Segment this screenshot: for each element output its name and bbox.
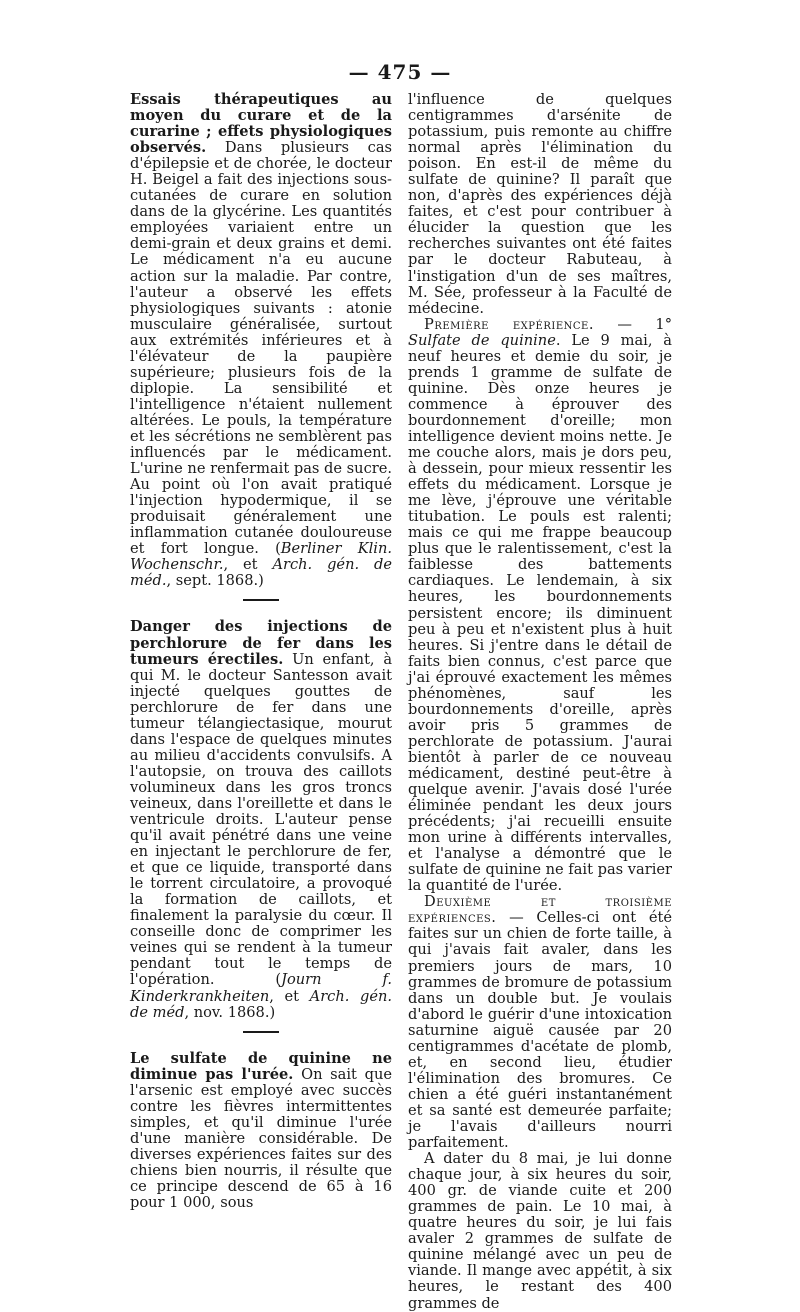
article-body-quinine: On sait que l'arsenic est employé avec succès contre les fièvres intermittentes simples, et qu'il diminue l'urée d'une manière considérable. De diverses expériences faites sur des chiens bien nourris, il résulte que ce principe descend de 65 à 16 pour 1 000, sous [130,1065,392,1212]
reference-date: , sept. 1868.) [166,572,264,590]
reference-separator: , et [269,987,310,1005]
section-divider [243,599,279,601]
reference-separator: , et [223,556,273,574]
article-body-perchlorure: Un enfant, à qui M. le docteur Santesson avait injecté quelques gouttes de perchlorure de fer dans une tumeur télangiectasique, mourut dans l'espace de quelques minutes au milieu d'accidents convulsifs. A l'autopsie, on trouva des caillots volumineux dans les gros troncs veineux, dans l'oreillette et dans le ventricule droits. L'auteur pense qu'il avait pénétré dans une veine en injectant le perchlorure de fer, et que ce liquide, transporté dans le torrent circulatoire, a provoqué la formation de caillots, et finalement la paralysie du cœur. Il conseille donc de comprimer les veines qui se rendent à la tumeur pendant tout le temps de l'opération. [130,650,393,989]
article-curare [130,92,392,589]
experiment-subject: Sulfate de quinine [408,331,556,349]
experiment-label: Première expérience. [424,315,594,333]
article-title-curare: Essais thérapeutiques au moyen du curare et de la curarine ; effets physiologiques observés. [130,91,392,157]
experiment-text: — Celles-ci ont été faites sur un chien de forte taille, à qui j'avais fait avaler, dans les premiers jours de mars, 10 grammes de bromure de potassium dans un double but. Je voulais d'abord le guérir d'une intoxication saturnine aiguë causée par 20 centigrammes d'acétate de plomb, et, en second lieu, étudier l'élimination des bromures. Ce chien a été guéri instantanément et sa santé est demeurée parfaite; je l'avais d'ailleurs nourri parfaitement. [408,909,672,1152]
paragraph-diet: A dater du 8 mai, je lui donne chaque jour, à six heures du soir, 400 gr. de viande cuite et 200 grammes de pain. Le 10 mai, à quatre heures du soir, je lui fais avaler 2 grammes de sulfate de quinine mélangé avec un peu de viande. Il mange avec appétit, à six heures, le restant des 400 grammes de [408,1150,672,1312]
paragraph-continuation: l'influence de quelques centigrammes d'arsénite de potassium, puis remonte au chiffre normal après l'élimination du poison. En est-il de même du sulfate de quinine? Il paraît que non, d'après des expériences déjà faites, et c'est pour contribuer à élucider la question que les recherches suivantes ont été faites par le docteur Rabuteau, à l'instigation d'un de ses maîtres, M. Sée, professeur à la Faculté de médecine. [408,91,672,317]
article-title-perchlorure: Danger des injections de perchlorure de fer dans les tumeurs érectiles. [130,618,392,668]
right-column [408,92,672,1312]
article-body-curare: Dans plusieurs cas d'épilepsie et de chorée, le docteur H. Beigel a fait des injections sous-cutanées de curare en solution dans de la glycérine. Les quantités employées variaient entre un demi-grain et deux grains et demi. Le médicament n'a eu aucune action sur la maladie. Par contre, l'auteur a observé les effets physiologiques suivants : atonie musculaire généralisée, surtout aux extrémités inférieures et à l'élévateur de la paupière supérieure; plusieurs fois de la diplopie. La sensibilité et l'intelligence n'étaient nullement altérées. Le pouls, la température et les sécrétions ne semblèrent pas influencés par le médicament. L'urine ne renfermait pas de sucre. Au point où l'on avait pratiqué l'injection hypodermique, il se produisait généralement une inflammation cutanée douloureuse et fort longue. [130,139,393,558]
article-quinine [130,1051,392,1211]
page-number: — 475 — [348,60,452,84]
reference-journal: Arch. gén. de méd [130,987,393,1021]
article-title-quinine: Le sulfate de quinine ne diminue pas l'urée. [130,1049,392,1083]
section-divider [243,1031,279,1033]
experiment-label: Deuxième et troisième expériences. [408,893,672,927]
reference-journal: Berliner Klin. Wochenschr. [130,540,392,574]
reference-open: ( [275,540,281,558]
reference-date: , nov. 1868.) [184,1003,276,1021]
left-column [130,92,392,1211]
experiment-text: . Le 9 mai, à neuf heures et demie du soir, je prends 1 gramme de sulfate de quinine. Dès onze heures je commence à éprouver des bourdonnement d'oreille; mon intelligence devient moins nette. Je me couche alors, mais je dors peu, à dessein, pour mieux ressentir les effets du médicament. Lorsque je me lève, j'éprouve une véritable titubation. Le pouls est ralenti; mais ce qui me frappe beaucoup plus que le ralentissement, c'est la faiblesse des battements cardiaques. Le lendemain, à six heures, les bourdonnements persistent encore; ils diminuent peu à peu et n'existent plus à huit heures. Si j'entre dans le détail de faits bien connus, c'est parce que j'ai éprouvé exactement les mêmes phénomènes, sauf les bourdonnements d'oreille, après avoir pris 5 grammes de perchlorate de potassium. J'aurai bientôt à parler de ce nouveau médicament, destiné peut-être à quelque avenir. J'avais dosé l'urée éliminée pendant les deux jours précédents; j'ai recueilli ensuite mon urine à différents intervalles, et l'analyse a démontré que le sulfate de quinine ne fait pas varier la quantité de l'urée. [408,331,672,895]
reference-journal: Journ f. Kinderkrankheiten [130,971,392,1005]
paragraph-first-experiment [408,317,672,895]
reference-journal: Arch. gén. de méd. [130,556,392,590]
reference-open: ( [275,971,282,989]
experiment-dash: — 1° [593,315,672,333]
article-perchlorure [130,619,392,1020]
paragraph-second-experiment [408,894,672,1151]
